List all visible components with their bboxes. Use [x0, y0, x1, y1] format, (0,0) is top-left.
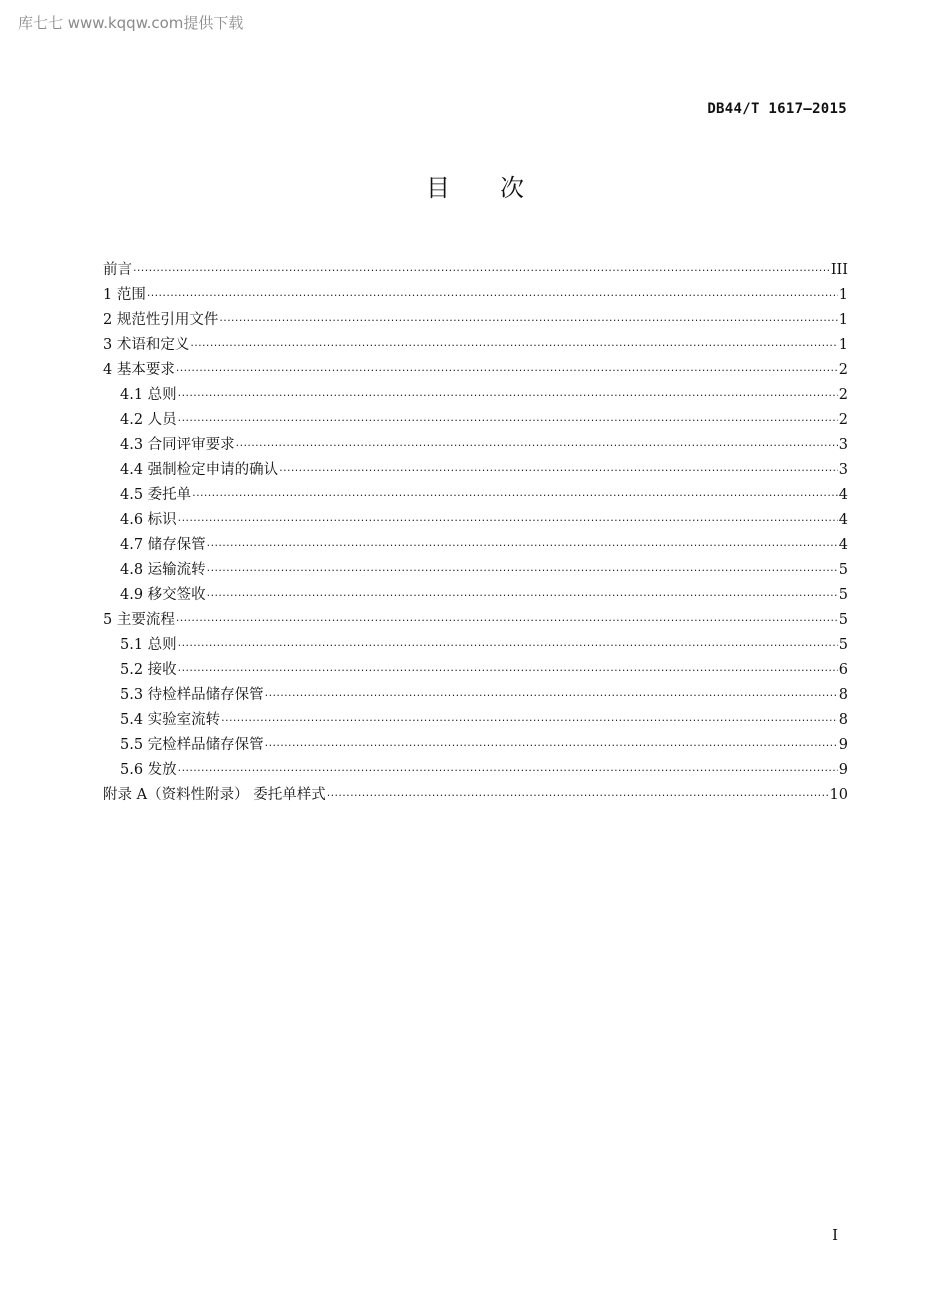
- toc-leader-dots: [133, 258, 830, 283]
- toc-entry[interactable]: [103, 558, 848, 583]
- toc-leader-dots: [178, 508, 838, 533]
- toc-entry-label: 2 规范性引用文件: [103, 312, 219, 328]
- toc-entry[interactable]: [103, 608, 848, 633]
- toc-leader-dots: [192, 483, 838, 508]
- toc-entry-label: 5.1 总则: [120, 637, 177, 653]
- toc-entry-label: 3 术语和定义: [103, 337, 190, 353]
- toc-entry[interactable]: [103, 383, 848, 408]
- toc-entry[interactable]: [103, 758, 848, 783]
- toc-leader-dots: [178, 408, 838, 433]
- toc-entry-label: 5.3 待检样品储存保管: [120, 687, 264, 703]
- toc-entry[interactable]: [103, 433, 848, 458]
- toc-entry-page: 5: [838, 562, 848, 578]
- toc-entry-page: 8: [838, 712, 848, 728]
- toc-title: 目次: [426, 174, 574, 202]
- toc-entry[interactable]: [103, 283, 848, 308]
- table-of-contents: [103, 258, 848, 808]
- toc-entry-label: 4.7 储存保管: [120, 537, 206, 553]
- toc-leader-dots: [221, 708, 838, 733]
- toc-leader-dots: [265, 683, 838, 708]
- toc-entry[interactable]: [103, 733, 848, 758]
- toc-entry-page: 3: [838, 437, 848, 453]
- toc-entry[interactable]: [103, 358, 848, 383]
- toc-entry-label: 4.6 标识: [120, 512, 177, 528]
- toc-entry-page: 8: [838, 687, 848, 703]
- toc-leader-dots: [207, 583, 838, 608]
- toc-entry[interactable]: [103, 308, 848, 333]
- toc-entry-page: 6: [838, 662, 848, 678]
- toc-entry-page: 5: [838, 637, 848, 653]
- toc-entry-label: 1 范围: [103, 287, 146, 303]
- toc-entry-page: 1: [838, 287, 848, 303]
- toc-entry-label: 5.4 实验室流转: [120, 712, 221, 728]
- page-number: I: [832, 1226, 838, 1244]
- toc-entry-label: 4 基本要求: [103, 362, 175, 378]
- toc-leader-dots: [178, 758, 838, 783]
- toc-leader-dots: [147, 283, 838, 308]
- toc-leader-dots: [190, 333, 837, 358]
- toc-entry[interactable]: [103, 458, 848, 483]
- toc-leader-dots: [207, 558, 838, 583]
- toc-entry-page: 3: [838, 462, 848, 478]
- toc-entry-page: 5: [838, 612, 848, 628]
- toc-entry[interactable]: [103, 333, 848, 358]
- toc-entry-label: 附录 A（资料性附录） 委托单样式: [103, 787, 326, 803]
- toc-entry-page: 5: [838, 587, 848, 603]
- toc-entry-page: III: [830, 262, 848, 278]
- toc-leader-dots: [219, 308, 837, 333]
- toc-leader-dots: [279, 458, 838, 483]
- toc-leader-dots: [176, 608, 838, 633]
- toc-entry[interactable]: [103, 783, 848, 808]
- toc-leader-dots: [327, 783, 829, 808]
- toc-entry-label: 5.2 接收: [120, 662, 177, 678]
- toc-entry-label: 4.5 委托单: [120, 487, 192, 503]
- toc-entry-label: 4.9 移交签收: [120, 587, 206, 603]
- toc-entry-page: 2: [838, 362, 848, 378]
- toc-leader-dots: [265, 733, 838, 758]
- toc-entry-page: 10: [829, 787, 848, 803]
- toc-entry-page: 1: [838, 337, 848, 353]
- toc-leader-dots: [236, 433, 838, 458]
- toc-entry-page: 4: [838, 487, 848, 503]
- toc-entry[interactable]: [103, 683, 848, 708]
- toc-entry-page: 1: [838, 312, 848, 328]
- toc-entry-label: 前言: [103, 262, 132, 278]
- toc-entry-page: 9: [838, 737, 848, 753]
- toc-entry[interactable]: [103, 708, 848, 733]
- toc-entry-page: 2: [838, 387, 848, 403]
- toc-entry[interactable]: [103, 633, 848, 658]
- toc-entry[interactable]: [103, 658, 848, 683]
- document-code: DB44/T 1617—2015: [707, 101, 847, 117]
- toc-leader-dots: [207, 533, 838, 558]
- toc-entry-label: 4.3 合同评审要求: [120, 437, 235, 453]
- toc-entry-page: 4: [838, 512, 848, 528]
- toc-leader-dots: [176, 358, 838, 383]
- toc-entry[interactable]: [103, 533, 848, 558]
- toc-entry[interactable]: [103, 508, 848, 533]
- toc-leader-dots: [178, 383, 838, 408]
- toc-entry[interactable]: [103, 583, 848, 608]
- toc-entry[interactable]: [103, 408, 848, 433]
- watermark-text: 库七七 www.kqqw.com提供下载: [18, 14, 244, 32]
- toc-leader-dots: [178, 658, 838, 683]
- toc-entry[interactable]: [103, 483, 848, 508]
- toc-entry-label: 4.2 人员: [120, 412, 177, 428]
- toc-entry[interactable]: [103, 258, 848, 283]
- toc-entry-label: 5.5 完检样品储存保管: [120, 737, 264, 753]
- toc-entry-page: 2: [838, 412, 848, 428]
- toc-entry-label: 4.8 运输流转: [120, 562, 206, 578]
- toc-entry-page: 9: [838, 762, 848, 778]
- toc-entry-label: 5 主要流程: [103, 612, 175, 628]
- toc-entry-label: 5.6 发放: [120, 762, 177, 778]
- toc-entry-page: 4: [838, 537, 848, 553]
- toc-entry-label: 4.4 强制检定申请的确认: [120, 462, 279, 478]
- toc-leader-dots: [178, 633, 838, 658]
- toc-entry-label: 4.1 总则: [120, 387, 177, 403]
